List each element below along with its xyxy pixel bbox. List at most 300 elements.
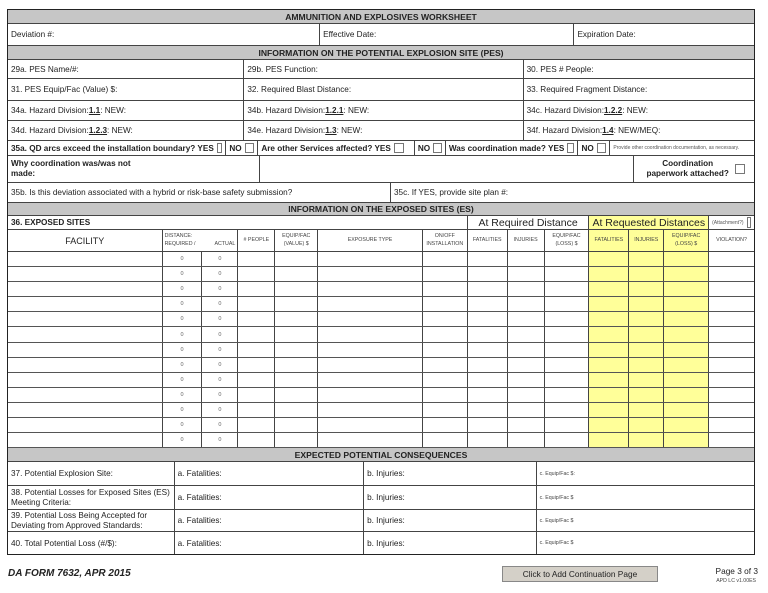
requested-equip-loss-header: EQUIP/FAC (LOSS) $ xyxy=(664,230,709,251)
coordination-yes-checkbox[interactable] xyxy=(567,143,574,153)
people-cell[interactable] xyxy=(238,267,275,281)
exposure-type-cell[interactable] xyxy=(318,267,423,281)
onoff-cell[interactable] xyxy=(423,418,468,432)
people-cell[interactable] xyxy=(238,403,275,417)
fatalities-field[interactable] xyxy=(175,486,365,509)
hazard-suffix: : NEW: xyxy=(100,106,126,115)
exposure-type-cell[interactable] xyxy=(318,252,423,266)
required-label: REQUIRED / xyxy=(164,240,196,247)
add-continuation-page-button[interactable]: Click to Add Continuation Page xyxy=(502,566,658,582)
coordination-question xyxy=(446,141,579,155)
requested-equip-loss-cell[interactable] xyxy=(664,282,709,296)
violation-cell[interactable] xyxy=(709,327,754,341)
fragment-distance-field[interactable] xyxy=(524,79,754,100)
hazard-code: 1.1 xyxy=(88,106,101,115)
why-coordination-input[interactable] xyxy=(260,156,634,182)
req-equip-loss-cell[interactable] xyxy=(545,312,590,326)
exposure-type-cell[interactable] xyxy=(318,403,423,417)
table-row xyxy=(8,252,754,267)
req-equip-loss-cell[interactable] xyxy=(545,282,590,296)
actual-cell[interactable]: 0 xyxy=(202,267,238,281)
es-section-header: INFORMATION ON THE EXPOSED SITES (ES) xyxy=(8,203,754,215)
people-header: # PEOPLE xyxy=(238,230,275,251)
requested-equip-loss-cell[interactable] xyxy=(664,358,709,372)
equip-value-cell[interactable] xyxy=(275,297,318,311)
table-row xyxy=(8,388,754,403)
req-injuries-cell[interactable] xyxy=(508,252,545,266)
violation-cell[interactable] xyxy=(709,418,754,432)
exposure-type-cell[interactable] xyxy=(318,297,423,311)
onoff-cell[interactable] xyxy=(423,388,468,402)
required-cell[interactable]: 0 xyxy=(163,252,203,266)
facility-cell[interactable] xyxy=(8,358,163,372)
violation-cell[interactable] xyxy=(709,343,754,357)
req-fatalities-cell[interactable] xyxy=(468,403,508,417)
fatalities-field[interactable] xyxy=(175,510,365,531)
services-label: Are other Services affected? YES xyxy=(261,143,391,153)
consequence-label-text: 40. Total Potential Loss (#/$): xyxy=(11,538,117,548)
equip-value-cell[interactable] xyxy=(275,327,318,341)
injuries-field-text: b. Injuries: xyxy=(367,516,405,526)
requested-fatalities-cell[interactable] xyxy=(589,312,629,326)
table-row xyxy=(8,297,754,312)
onoff-cell[interactable] xyxy=(423,373,468,387)
requested-equip-loss-cell[interactable] xyxy=(664,267,709,281)
requested-equip-loss-cell[interactable] xyxy=(664,388,709,402)
required-cell[interactable]: 0 xyxy=(163,373,203,387)
why-coordination-field[interactable] xyxy=(8,156,260,182)
required-cell[interactable]: 0 xyxy=(163,388,203,402)
pes-equip-field[interactable] xyxy=(8,79,244,100)
table-row xyxy=(8,343,754,358)
people-cell[interactable] xyxy=(238,358,275,372)
req-equip-loss-cell[interactable] xyxy=(545,297,590,311)
requested-injuries-cell[interactable] xyxy=(629,282,664,296)
facility-cell[interactable] xyxy=(8,282,163,296)
version-label: APD LC v1.00ES xyxy=(716,578,756,584)
table-row xyxy=(8,433,754,448)
actual-cell[interactable]: 0 xyxy=(202,252,238,266)
requested-fatalities-cell[interactable] xyxy=(589,327,629,341)
req-injuries-cell[interactable] xyxy=(508,388,545,402)
req-equip-loss-cell[interactable] xyxy=(545,403,590,417)
exposure-type-cell[interactable] xyxy=(318,433,423,447)
no-label: NO xyxy=(581,143,594,153)
requested-fatalities-cell[interactable] xyxy=(589,433,629,447)
hybrid-submission-field[interactable] xyxy=(8,183,391,202)
requested-injuries-cell[interactable] xyxy=(629,388,664,402)
at-required-distance: At Required Distance xyxy=(468,216,590,229)
hazard-code: 1.2.2 xyxy=(603,106,623,115)
exposure-type-header: EXPOSURE TYPE xyxy=(318,230,423,251)
violation-header: VIOLATION? xyxy=(716,236,747,243)
equip-value-cell[interactable] xyxy=(275,282,318,296)
injuries-field[interactable] xyxy=(364,462,537,485)
pes-section-header: INFORMATION ON THE POTENTIAL EXPLOSION SITE (PES) xyxy=(8,46,754,59)
facility-cell[interactable] xyxy=(8,418,163,432)
requested-equip-loss-cell[interactable] xyxy=(664,327,709,341)
actual-cell[interactable]: 0 xyxy=(202,282,238,296)
facility-cell[interactable] xyxy=(8,433,163,447)
violation-cell[interactable] xyxy=(709,252,754,266)
coordination-no-checkbox[interactable] xyxy=(597,143,607,153)
requested-equip-loss-cell[interactable] xyxy=(664,252,709,266)
consequence-label xyxy=(8,486,175,509)
actual-label: ACTUAL xyxy=(214,240,236,247)
equip-value-cell[interactable] xyxy=(275,403,318,417)
hazard-suffix: : NEW: xyxy=(336,126,363,135)
blast-distance-field[interactable] xyxy=(244,79,523,100)
hazard-34a-field[interactable] xyxy=(8,101,244,120)
equip-value-cell[interactable] xyxy=(275,388,318,402)
requested-equip-loss-cell[interactable] xyxy=(664,297,709,311)
facility-cell[interactable] xyxy=(8,252,163,266)
exposure-type-cell[interactable] xyxy=(318,418,423,432)
req-equip-loss-cell[interactable] xyxy=(545,267,590,281)
req-equip-loss-cell[interactable] xyxy=(545,433,590,447)
req-equip-loss-cell[interactable] xyxy=(545,343,590,357)
fatalities-field-text: a. Fatalities: xyxy=(177,469,222,479)
consequence-label xyxy=(8,510,175,531)
onoff-cell[interactable] xyxy=(423,252,468,266)
facility-cell[interactable] xyxy=(8,343,163,357)
ammunition-worksheet-form xyxy=(7,9,755,555)
people-cell[interactable] xyxy=(238,312,275,326)
hazard-prefix: 34a. Hazard Division: xyxy=(11,106,89,115)
qd-no xyxy=(226,141,258,155)
coordination-label: Was coordination made? YES xyxy=(448,143,565,153)
facility-cell[interactable] xyxy=(8,297,163,311)
req-equip-loss-cell[interactable] xyxy=(545,418,590,432)
hazard-34e-field[interactable] xyxy=(244,121,523,140)
equip-value-header: EQUIP/FAC (VALUE) $ xyxy=(275,230,318,251)
attachment-checkbox[interactable] xyxy=(747,217,751,228)
table-row xyxy=(8,418,754,433)
consequence-label-text: 39. Potential Loss Being Accepted for Deviating from Approved Standards: xyxy=(11,511,148,530)
requested-equip-loss-cell[interactable] xyxy=(664,433,709,447)
onoff-cell[interactable] xyxy=(423,297,468,311)
requested-fatalities-cell[interactable] xyxy=(589,418,629,432)
req-fatalities-cell[interactable] xyxy=(468,343,508,357)
facility-cell[interactable] xyxy=(8,388,163,402)
pes-function-field[interactable] xyxy=(244,60,523,78)
onoff-cell[interactable] xyxy=(423,358,468,372)
hazard-34b-field[interactable] xyxy=(244,101,523,120)
requested-injuries-cell[interactable] xyxy=(629,403,664,417)
equip-value-cell[interactable] xyxy=(275,312,318,326)
hazard-prefix: 34d. Hazard Division: xyxy=(11,126,89,135)
exposure-type-cell[interactable] xyxy=(318,358,423,372)
req-injuries-header: INJURIES xyxy=(508,230,545,251)
requested-equip-loss-cell[interactable] xyxy=(664,418,709,432)
onoff-cell[interactable] xyxy=(423,403,468,417)
actual-cell[interactable]: 0 xyxy=(202,343,238,357)
fatalities-field-text: a. Fatalities: xyxy=(177,493,222,503)
why-coordination-label: Why coordination was/was not made: xyxy=(11,159,131,178)
people-cell[interactable] xyxy=(238,373,275,387)
requested-fatalities-cell[interactable] xyxy=(589,373,629,387)
pes-equip-label: 31. PES Equip/Fac (Value) $: xyxy=(11,85,118,94)
exposed-sites-title: 36. EXPOSED SITES xyxy=(8,216,468,229)
violation-cell[interactable] xyxy=(709,282,754,296)
required-cell[interactable]: 0 xyxy=(163,433,203,447)
exposure-type-cell[interactable] xyxy=(318,388,423,402)
fatalities-field[interactable] xyxy=(175,532,365,554)
actual-cell[interactable]: 0 xyxy=(202,403,238,417)
facility-header: FACILITY xyxy=(8,230,163,251)
site-plan-field[interactable] xyxy=(391,183,754,202)
onoff-cell[interactable] xyxy=(423,282,468,296)
requested-fatalities-cell[interactable] xyxy=(589,358,629,372)
requested-injuries-cell[interactable] xyxy=(629,358,664,372)
exposure-type-cell[interactable] xyxy=(318,373,423,387)
table-row xyxy=(8,358,754,373)
required-cell[interactable]: 0 xyxy=(163,327,203,341)
required-cell[interactable]: 0 xyxy=(163,358,203,372)
actual-cell[interactable]: 0 xyxy=(202,327,238,341)
facility-cell[interactable] xyxy=(8,403,163,417)
actual-cell[interactable]: 0 xyxy=(202,312,238,326)
requested-equip-loss-cell[interactable] xyxy=(664,312,709,326)
people-cell[interactable] xyxy=(238,297,275,311)
actual-cell[interactable]: 0 xyxy=(202,433,238,447)
req-fatalities-cell[interactable] xyxy=(468,267,508,281)
hazard-prefix: 34b. Hazard Division: xyxy=(247,106,326,115)
table-row xyxy=(8,373,754,388)
equip-fac-field[interactable] xyxy=(537,462,754,485)
requested-injuries-cell[interactable] xyxy=(629,297,664,311)
requested-injuries-header: INJURIES xyxy=(629,230,664,251)
qd-yes-checkbox[interactable] xyxy=(217,143,223,153)
requested-injuries-cell[interactable] xyxy=(629,418,664,432)
req-fatalities-cell[interactable] xyxy=(468,282,508,296)
requested-injuries-cell[interactable] xyxy=(629,312,664,326)
actual-cell[interactable]: 0 xyxy=(202,297,238,311)
equip-fac-field[interactable] xyxy=(537,532,754,554)
onoff-cell[interactable] xyxy=(423,327,468,341)
req-fatalities-cell[interactable] xyxy=(468,373,508,387)
paperwork-checkbox[interactable] xyxy=(735,164,745,174)
violation-cell[interactable] xyxy=(709,358,754,372)
fragment-distance-label: 33. Required Fragment Distance: xyxy=(526,85,648,94)
req-fatalities-cell[interactable] xyxy=(468,312,508,326)
hazard-code: 1.4 xyxy=(602,126,614,135)
consequence-label xyxy=(8,532,175,554)
req-injuries-cell[interactable] xyxy=(508,373,545,387)
required-cell[interactable]: 0 xyxy=(163,418,203,432)
equip-fac-field[interactable] xyxy=(537,510,754,531)
equip-value-cell[interactable] xyxy=(275,418,318,432)
services-no-checkbox[interactable] xyxy=(433,143,442,153)
consequences-section-header: EXPECTED POTENTIAL CONSEQUENCES xyxy=(8,448,754,461)
exposed-sites-table xyxy=(8,252,754,448)
injuries-field[interactable] xyxy=(364,532,537,554)
required-cell[interactable]: 0 xyxy=(163,297,203,311)
people-cell[interactable] xyxy=(238,388,275,402)
violation-cell[interactable] xyxy=(709,388,754,402)
actual-cell[interactable]: 0 xyxy=(202,388,238,402)
coordination-no xyxy=(578,141,610,155)
effective-date-label: Effective Date: xyxy=(323,30,377,39)
violation-cell[interactable] xyxy=(709,433,754,447)
req-equip-loss-cell[interactable] xyxy=(545,388,590,402)
facility-cell[interactable] xyxy=(8,267,163,281)
onoff-cell[interactable] xyxy=(423,312,468,326)
requested-fatalities-cell[interactable] xyxy=(589,388,629,402)
hazard-suffix: : NEW/MEQ: xyxy=(613,126,661,135)
form-title: AMMUNITION AND EXPLOSIVES WORKSHEET xyxy=(8,10,754,23)
equip-value-cell[interactable] xyxy=(275,252,318,266)
req-equip-loss-cell[interactable] xyxy=(545,327,590,341)
requested-injuries-cell[interactable] xyxy=(629,267,664,281)
pes-name-field[interactable] xyxy=(8,60,244,78)
req-injuries-cell[interactable] xyxy=(508,403,545,417)
equip-value-cell[interactable] xyxy=(275,358,318,372)
fatalities-field[interactable] xyxy=(175,462,365,485)
consequence-label-text: 38. Potential Losses for Exposed Sites (ES) Meeting Criteria: xyxy=(11,488,170,507)
exposure-type-cell[interactable] xyxy=(318,343,423,357)
table-row xyxy=(8,267,754,282)
injuries-field[interactable] xyxy=(364,486,537,509)
requested-injuries-cell[interactable] xyxy=(629,343,664,357)
violation-cell[interactable] xyxy=(709,373,754,387)
requested-fatalities-cell[interactable] xyxy=(589,403,629,417)
req-fatalities-cell[interactable] xyxy=(468,418,508,432)
required-cell[interactable]: 0 xyxy=(163,343,203,357)
requested-fatalities-cell[interactable] xyxy=(589,282,629,296)
req-injuries-cell[interactable] xyxy=(508,297,545,311)
req-fatalities-cell[interactable] xyxy=(468,252,508,266)
services-yes-checkbox[interactable] xyxy=(394,143,404,153)
equip-value-cell[interactable] xyxy=(275,433,318,447)
hazard-code: 1.2.1 xyxy=(325,106,344,115)
services-question xyxy=(258,141,415,155)
injuries-field[interactable] xyxy=(364,510,537,531)
deviation-label: Deviation #: xyxy=(11,30,55,39)
req-injuries-cell[interactable] xyxy=(508,418,545,432)
paperwork-label: Coordination paperwork attached? xyxy=(646,159,729,178)
people-cell[interactable] xyxy=(238,418,275,432)
hazard-code: 1.3 xyxy=(325,126,337,135)
req-equip-loss-cell[interactable] xyxy=(545,252,590,266)
onoff-cell[interactable] xyxy=(423,267,468,281)
requested-injuries-cell[interactable] xyxy=(629,252,664,266)
onoff-cell[interactable] xyxy=(423,343,468,357)
actual-cell[interactable]: 0 xyxy=(202,358,238,372)
equip-value-cell[interactable] xyxy=(275,343,318,357)
requested-fatalities-cell[interactable] xyxy=(589,252,629,266)
hazard-34f-field[interactable] xyxy=(524,121,754,140)
requested-fatalities-cell[interactable] xyxy=(589,267,629,281)
req-fatalities-cell[interactable] xyxy=(468,327,508,341)
no-label: NO xyxy=(229,143,242,153)
req-fatalities-cell[interactable] xyxy=(468,297,508,311)
req-fatalities-cell[interactable] xyxy=(468,358,508,372)
requested-injuries-cell[interactable] xyxy=(629,433,664,447)
requested-equip-loss-cell[interactable] xyxy=(664,343,709,357)
requested-equip-loss-cell[interactable] xyxy=(664,373,709,387)
req-injuries-cell[interactable] xyxy=(508,358,545,372)
people-cell[interactable] xyxy=(238,433,275,447)
pes-name-label: 29a. PES Name/#: xyxy=(11,64,79,74)
exposure-type-cell[interactable] xyxy=(318,312,423,326)
people-cell[interactable] xyxy=(238,252,275,266)
distance-label: DISTANCE: xyxy=(164,232,193,239)
requested-fatalities-cell[interactable] xyxy=(589,343,629,357)
pes-people-field[interactable] xyxy=(524,60,754,78)
deviation-field[interactable] xyxy=(8,24,320,45)
people-cell[interactable] xyxy=(238,282,275,296)
hazard-34c-field[interactable] xyxy=(524,101,754,120)
req-equip-loss-cell[interactable] xyxy=(545,358,590,372)
actual-cell[interactable]: 0 xyxy=(202,418,238,432)
req-fatalities-cell[interactable] xyxy=(468,388,508,402)
fatalities-field-text: a. Fatalities: xyxy=(177,538,222,548)
consequence-row xyxy=(8,532,754,554)
hazard-code: 1.2.3 xyxy=(88,126,108,135)
req-fatalities-cell[interactable] xyxy=(468,433,508,447)
people-cell[interactable] xyxy=(238,343,275,357)
site-plan-label: 35c. If YES, provide site plan #: xyxy=(393,188,509,197)
required-cell[interactable]: 0 xyxy=(163,282,203,296)
onoff-cell[interactable] xyxy=(423,433,468,447)
requested-fatalities-cell[interactable] xyxy=(589,297,629,311)
violation-cell[interactable] xyxy=(709,403,754,417)
req-injuries-cell[interactable] xyxy=(508,343,545,357)
required-cell[interactable]: 0 xyxy=(163,403,203,417)
req-equip-loss-cell[interactable] xyxy=(545,373,590,387)
equip-fac-field-text: c. Equip/Fac $: xyxy=(539,470,575,477)
exposure-type-cell[interactable] xyxy=(318,282,423,296)
equip-fac-field[interactable] xyxy=(537,486,754,509)
requested-injuries-cell[interactable] xyxy=(629,327,664,341)
req-injuries-cell[interactable] xyxy=(508,282,545,296)
requested-injuries-cell[interactable] xyxy=(629,373,664,387)
equip-value-cell[interactable] xyxy=(275,373,318,387)
facility-cell[interactable] xyxy=(8,373,163,387)
hazard-suffix: : NEW: xyxy=(107,126,133,135)
people-cell[interactable] xyxy=(238,327,275,341)
hazard-34d-field[interactable] xyxy=(8,121,244,140)
pes-function-label: 29b. PES Function: xyxy=(247,64,318,74)
effective-date-field[interactable] xyxy=(320,24,574,45)
req-injuries-cell[interactable] xyxy=(508,267,545,281)
violation-cell[interactable] xyxy=(709,267,754,281)
violation-cell[interactable] xyxy=(709,297,754,311)
exposure-type-cell[interactable] xyxy=(318,327,423,341)
facility-cell[interactable] xyxy=(8,312,163,326)
req-injuries-cell[interactable] xyxy=(508,312,545,326)
expiration-date-field[interactable] xyxy=(574,24,754,45)
qd-no-checkbox[interactable] xyxy=(245,143,255,153)
req-injuries-cell[interactable] xyxy=(508,327,545,341)
hazard-suffix: : NEW: xyxy=(622,106,648,115)
requested-equip-loss-cell[interactable] xyxy=(664,403,709,417)
required-cell[interactable]: 0 xyxy=(163,312,203,326)
req-injuries-cell[interactable] xyxy=(508,433,545,447)
equip-fac-field-text: c. Equip/Fac $ xyxy=(539,494,574,501)
required-cell[interactable]: 0 xyxy=(163,267,203,281)
pes-people-label: 30. PES # People: xyxy=(526,64,594,74)
hybrid-submission-label: 35b. Is this deviation associated with a hybrid or risk-base safety submission? xyxy=(11,188,293,197)
violation-cell[interactable] xyxy=(709,312,754,326)
equip-fac-field-text: c. Equip/Fac $ xyxy=(539,517,574,524)
at-requested-distances: At Requested Distances xyxy=(589,216,709,229)
equip-value-cell[interactable] xyxy=(275,267,318,281)
facility-cell[interactable] xyxy=(8,327,163,341)
consequence-row xyxy=(8,462,754,486)
actual-cell[interactable]: 0 xyxy=(202,373,238,387)
